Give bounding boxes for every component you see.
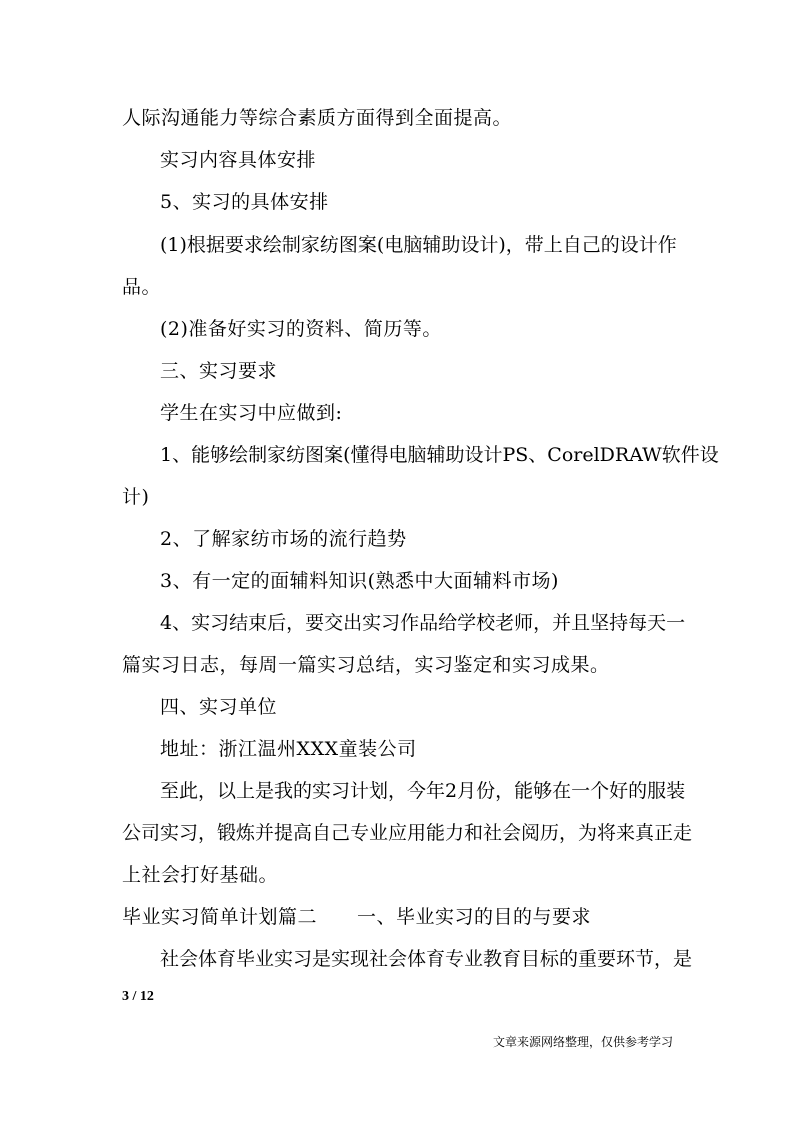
section-heading-subtitle: 一、毕业实习的目的与要求 [357, 906, 592, 928]
paragraph-line: 篇实习日志，每周一篇实习总结，实习鉴定和实习成果。 [122, 654, 610, 676]
page-number: 3 / 12 [122, 989, 154, 1004]
section-heading-title: 毕业实习简单计划篇二 [122, 906, 318, 928]
paragraph-line: 2、了解家纺市场的流行趋势 [160, 528, 407, 550]
paragraph-line: 地址：浙江温州XXX童装公司 [160, 738, 417, 760]
paragraph-line: (2)准备好实习的资料、简历等。 [160, 318, 442, 340]
paragraph-line: 公司实习，锻炼并提高自己专业应用能力和社会阅历，为将来真正走 [122, 822, 693, 844]
subheading-line: 实习内容具体安排 [160, 149, 317, 171]
subheading-line: 5、实习的具体安排 [160, 191, 329, 213]
paragraph-line: 上社会打好基础。 [122, 864, 279, 886]
paragraph-line: 1、能够绘制家纺图案(懂得电脑辅助设计PS、CorelDRAW软件设 [160, 444, 719, 466]
paragraph-line: 至此，以上是我的实习计划，今年2月份，能够在一个好的服装 [160, 780, 686, 802]
paragraph-line: 社会体育毕业实习是实现社会体育专业教育目标的重要环节，是 [160, 948, 693, 970]
paragraph-line: 品。 [122, 276, 162, 298]
paragraph-line: 人际沟通能力等综合素质方面得到全面提高。 [122, 107, 513, 129]
paragraph-line: 学生在实习中应做到: [160, 402, 343, 424]
paragraph-line: (1)根据要求绘制家纺图案(电脑辅助设计)，带上自己的设计作 [160, 234, 677, 256]
paragraph-line: 3、有一定的面辅料知识(熟悉中大面辅料市场) [160, 570, 559, 592]
paragraph-line: 4、实习结束后，要交出实习作品给学校老师，并且坚持每天一 [160, 612, 686, 634]
section-heading [122, 905, 591, 929]
source-note: 文章来源网络整理，仅供参考学习 [493, 1035, 674, 1049]
subheading-line: 三、实习要求 [160, 360, 278, 382]
paragraph-line: 计) [122, 486, 150, 508]
subheading-line: 四、实习单位 [160, 696, 278, 718]
